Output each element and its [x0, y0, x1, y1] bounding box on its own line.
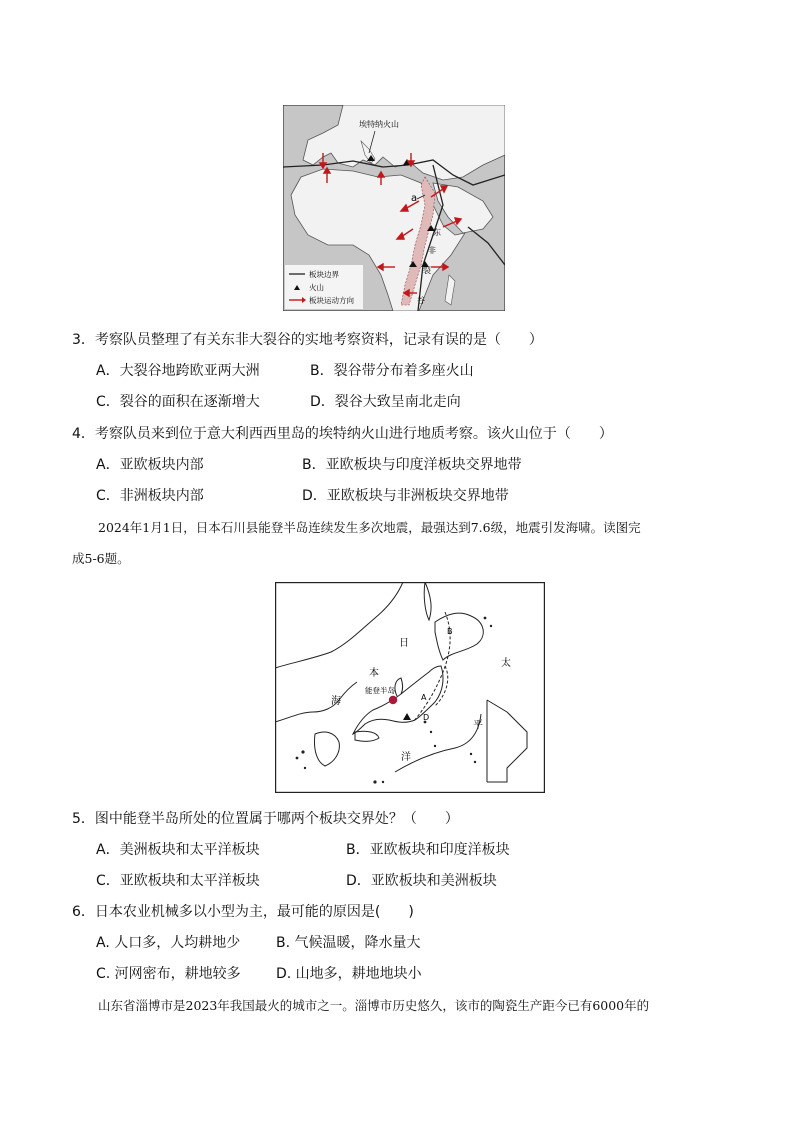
- label-ping: 平: [473, 720, 483, 731]
- label-yang: 洋: [401, 752, 411, 763]
- legend-motion: 板块运动方向: [309, 296, 354, 305]
- q4-option-a[interactable]: A．亚欧板块内部: [96, 457, 204, 473]
- q5-option-c[interactable]: C．亚欧板块和太平洋板块: [96, 873, 260, 889]
- label-A: A: [421, 693, 427, 702]
- legend-boundary: 板块边界: [309, 270, 339, 279]
- etna-label: 埃特纳火山: [359, 120, 399, 129]
- next-passage-line1: 山东省淄博市是2023年我国最火的城市之一。淄博市历史悠久，该市的陶瓷生产距今已有6000年的: [98, 998, 650, 1013]
- map-legend: [285, 265, 363, 309]
- label-noto: 能登半岛: [365, 686, 395, 695]
- label-B: B: [447, 627, 453, 636]
- q3-option-c[interactable]: C．裂谷的面积在逐渐增大: [96, 394, 260, 410]
- q6-option-b[interactable]: B. 气候温暖，降水量大: [276, 935, 421, 951]
- q6-option-a[interactable]: A. 人口多，人均耕地少: [96, 935, 241, 951]
- label-hai: 海: [331, 696, 341, 707]
- q6-option-c[interactable]: C. 河网密布，耕地较多: [96, 966, 241, 982]
- rift-char-4: 谷: [417, 296, 425, 305]
- q3-option-a[interactable]: A．大裂谷地跨欧亚两大洲: [96, 363, 260, 379]
- label-D: D: [423, 713, 430, 722]
- q5-option-a[interactable]: A．美洲板块和太平洋板块: [96, 842, 260, 858]
- q6-stem: 6．日本农业机械多以小型为主，最可能的原因是( ): [72, 904, 414, 920]
- east-africa-rift-map: [283, 105, 505, 311]
- rift-char-1: 东: [433, 228, 441, 237]
- q3-stem: 3．考察队员整理了有关东非大裂谷的实地考察资料，记录有误的是（ ）: [72, 332, 543, 348]
- intro-5-6-line1: 2024年1月1日，日本石川县能登半岛连续发生多次地震，最强达到7.6级，地震引发海啸。读图完: [98, 520, 641, 535]
- noto-epicenter-marker: [389, 696, 397, 704]
- q4-option-d[interactable]: D．亚欧板块与非洲板块交界地带: [302, 488, 509, 504]
- point-a-label: a: [411, 193, 418, 204]
- rift-char-2: 非: [428, 246, 436, 255]
- label-ri: 日: [399, 638, 409, 649]
- q3-option-d[interactable]: D．裂谷大致呈南北走向: [310, 394, 461, 410]
- label-ben: 本: [369, 668, 379, 679]
- q5-option-d[interactable]: D．亚欧板块和美洲板块: [346, 873, 497, 889]
- q6-option-d[interactable]: D. 山地多，耕地地块小: [276, 966, 422, 982]
- label-tai: 太: [501, 658, 511, 669]
- rift-char-3: 裂: [423, 266, 431, 275]
- intro-5-6-line2: 成5-6题。: [72, 551, 130, 566]
- q4-stem: 4．考察队员来到位于意大利西西里岛的埃特纳火山进行地质考察。该火山位于（ ）: [72, 426, 613, 442]
- q5-stem: 5．图中能登半岛所处的位置属于哪两个板块交界处？（ ）: [72, 811, 459, 827]
- q4-option-c[interactable]: C．非洲板块内部: [96, 488, 204, 504]
- q3-option-b[interactable]: B．裂谷带分布着多座火山: [310, 363, 474, 379]
- q4-option-b[interactable]: B．亚欧板块与印度洋板块交界地带: [302, 457, 522, 473]
- legend-volcano: 火山: [309, 283, 324, 292]
- q5-option-b[interactable]: B．亚欧板块和印度洋板块: [346, 842, 510, 858]
- japan-map: [275, 582, 545, 793]
